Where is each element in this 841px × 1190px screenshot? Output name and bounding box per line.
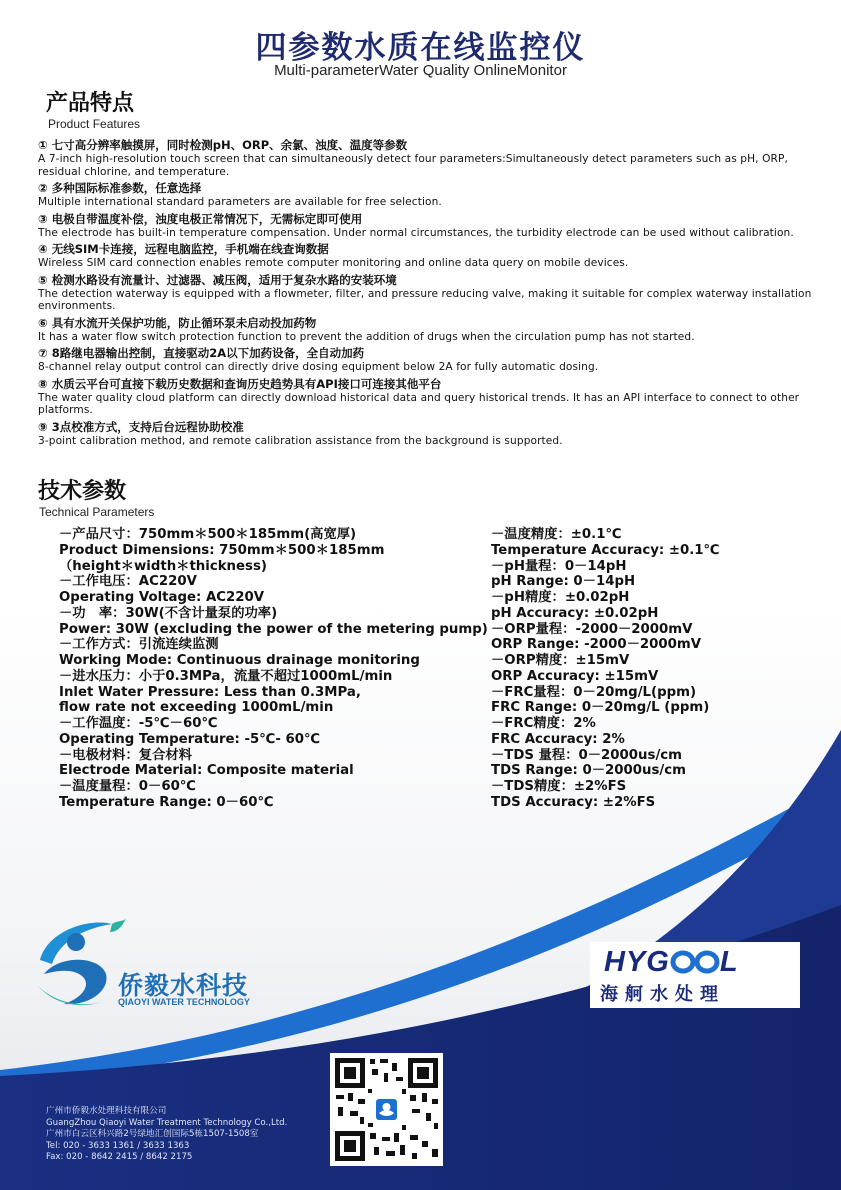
feature-desc: 8-channel relay output control can directly drive dosing equipment below 2A for fully automatic dosing.	[38, 361, 599, 373]
param-line: －进水压力：小于0.3MPa，流量不超过1000mL/min	[59, 668, 393, 684]
page-title: 四参数水质在线监控仪	[255, 30, 586, 66]
feature-title: ⑥ 具有水流开关保护功能，防止循环泵未启动投加药物	[38, 315, 317, 330]
feature-item	[38, 273, 828, 313]
feature-desc: The water quality cloud platform can directly download historical data and query historical trends. It has an API interface to connect to other platforms.	[38, 391, 800, 416]
hygool-word-part1: HYG	[604, 946, 670, 978]
feature-title: ③ 电极自带温度补偿，浊度电极正常情况下，无需标定即可使用	[38, 211, 363, 226]
features-title-en: Product Features	[48, 117, 141, 131]
feature-desc: Wireless SIM card connection enables remote computer monitoring and online data query on mobile devices.	[38, 257, 629, 269]
param-line: －FRC量程：0－20mg/L(ppm)	[491, 684, 697, 700]
param-line: Working Mode: Continuous drainage monitoring	[59, 653, 420, 668]
param-line: ORP Range: -2000－2000mV	[491, 637, 702, 653]
param-line: －电极材料：复合材料	[59, 747, 192, 763]
param-line: －温度量程：0－60℃	[59, 779, 196, 794]
params-right-column	[491, 527, 720, 811]
param-line: ORP Accuracy: ±15mV	[491, 668, 659, 684]
feature-title: ④ 无线SIM卡连接，远程电脑监控，手机端在线查询数据	[38, 242, 329, 256]
company-fax: Fax: 020 - 8642 2415 / 8642 2175	[46, 1152, 193, 1162]
param-line: flow rate not exceeding 1000mL/min	[59, 700, 334, 716]
feature-desc: A 7-inch high-resolution touch screen that can simultaneously detect four parameters:Simultaneously detect parameters such as pH, ORP, residual chlorine, and temperature.	[38, 153, 788, 178]
feature-item	[38, 138, 828, 178]
company-name-cn: 广州市侨毅水处理科技有限公司	[46, 1106, 167, 1116]
company-address: 广州市白云区科兴路2号绿地汇创国际5栋1507-1508室	[46, 1129, 259, 1139]
page-subtitle: Multi-parameterWater Quality OnlineMonitor	[274, 62, 567, 79]
qr-code-icon	[330, 1053, 443, 1166]
feature-item	[38, 346, 828, 374]
feature-item	[38, 316, 828, 344]
feature-desc: It has a water flow switch protection function to prevent the addition of drugs when the circulation pump has not started.	[38, 330, 695, 343]
feature-desc: The electrode has built-in temperature compensation. Under normal circumstances, the turbidity electrode can be used without calibration.	[38, 226, 794, 239]
feature-desc: 3-point calibration method, and remote calibration assistance from the background is supported.	[38, 434, 563, 447]
param-line: pH Accuracy: ±0.02pH	[491, 605, 659, 621]
param-line: Inlet Water Pressure: Less than 0.3MPa,	[59, 684, 361, 700]
param-line: Power: 30W (excluding the power of the metering pump)	[59, 621, 488, 637]
param-line: Temperature Range: 0－60℃	[59, 794, 274, 810]
feature-desc: Multiple international standard parameters are available for free selection.	[38, 196, 442, 208]
feature-item	[38, 242, 828, 270]
param-line: －功 率：30W(不含计量泵的功率)	[59, 605, 278, 621]
param-line: Product Dimensions: 750mm＊500＊185mm	[59, 542, 385, 558]
features-title-cn: 产品特点	[46, 91, 135, 116]
feature-item	[38, 420, 828, 448]
qiaoyi-name-en: QIAOYI WATER TECHNOLOGY	[118, 997, 250, 1007]
param-line: －ORP量程：-2000－2000mV	[491, 621, 693, 637]
hygool-name-cn: 海舸水处理	[600, 984, 725, 1005]
param-line: －FRC精度：2%	[491, 716, 596, 731]
feature-title: ⑨ 3点校准方式，支持后台远程协助校准	[38, 419, 244, 434]
param-line: TDS Range: 0－2000us/cm	[491, 763, 687, 779]
param-line: －ORP精度：±15mV	[491, 653, 630, 668]
param-line: TDS Accuracy: ±2%FS	[491, 794, 656, 810]
param-line: －工作温度：-5℃－60℃	[59, 716, 218, 731]
param-line: （height＊width＊thickness)	[59, 558, 267, 574]
feature-item	[38, 212, 828, 240]
feature-title: ⑤ 检测水路设有流量计、过滤器、减压阀，适用于复杂水路的安装环境	[38, 272, 397, 287]
tech-title-cn: 技术参数	[38, 479, 127, 504]
param-line: －产品尺寸：750mm＊500＊185mm(高宽厚)	[59, 527, 357, 542]
features-heading	[46, 86, 140, 131]
tech-heading	[38, 474, 154, 519]
features-list	[38, 138, 828, 450]
param-line: －温度精度：±0.1℃	[491, 527, 622, 542]
feature-title: ⑦ 8路继电器输出控制，直接驱动2A以下加药设备，全自动加药	[38, 346, 365, 360]
param-line: －pH量程：0－14pH	[491, 558, 627, 574]
param-line: Operating Temperature: -5℃- 60℃	[59, 731, 321, 747]
company-tel: Tel: 020 - 3633 1361 / 3633 1363	[46, 1140, 190, 1151]
qr-code[interactable]	[330, 1053, 443, 1166]
hygool-wordmark	[604, 946, 784, 982]
param-line: －工作方式：引流连续监测	[59, 637, 219, 653]
param-line: Electrode Material: Composite material	[59, 763, 354, 779]
company-info	[46, 1106, 287, 1164]
param-line: －工作电压：AC220V	[59, 574, 197, 590]
feature-item	[38, 181, 828, 209]
param-line: FRC Range: 0－20mg/L (ppm)	[491, 700, 710, 716]
feature-title: ⑧ 水质云平台可直接下载历史数据和查询历史趋势具有API接口可连接其他平台	[38, 376, 442, 391]
feature-desc: The detection waterway is equipped with a flowmeter, filter, and pressure reducing valve, making it suitable for complex waterway installation environments.	[38, 287, 812, 312]
param-line: －TDS精度：±2%FS	[491, 779, 627, 794]
param-line: FRC Accuracy: 2%	[491, 731, 625, 747]
param-line: －pH精度：±0.02pH	[491, 590, 630, 605]
params-left-column	[59, 527, 488, 811]
param-line: pH Range: 0－14pH	[491, 574, 636, 590]
param-line: －TDS 量程：0－2000us/cm	[491, 747, 683, 763]
feature-title: ① 七寸高分辨率触摸屏，同时检测pH、ORP、余氯、浊度、温度等参数	[38, 138, 408, 152]
double-o-icon	[670, 949, 720, 975]
qiaoyi-logo-icon	[30, 912, 130, 1012]
feature-item	[38, 377, 828, 417]
hygool-word-part2: L	[719, 946, 739, 978]
tech-title-en: Technical Parameters	[39, 505, 155, 519]
param-line: Operating Voltage: AC220V	[59, 590, 265, 605]
company-name-en: GuangZhou Qiaoyi Water Treatment Technology Co.,Ltd.	[46, 1117, 288, 1128]
qiaoyi-name-cn: 侨毅水科技	[118, 971, 249, 1000]
param-line: Temperature Accuracy: ±0.1℃	[491, 542, 720, 558]
feature-title: ② 多种国际标准参数，任意选择	[38, 181, 202, 195]
